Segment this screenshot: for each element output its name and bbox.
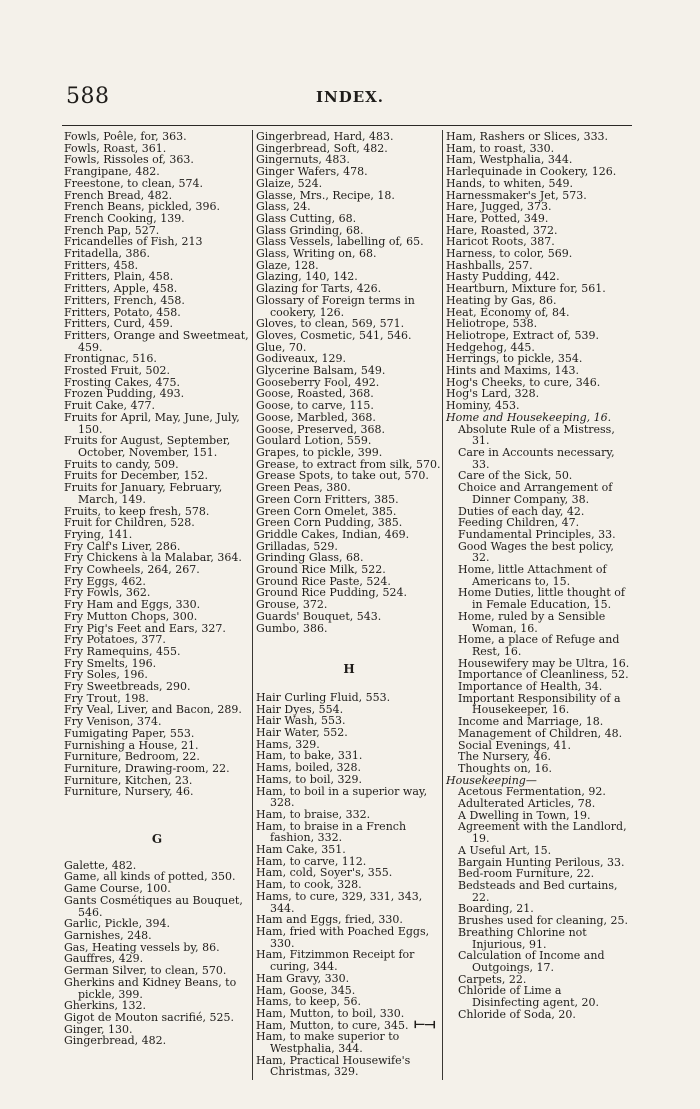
index-entry: Calculation of Income and Outgoings, 17. <box>458 949 605 974</box>
section-gap-small <box>64 846 250 860</box>
index-entry: A Useful Art, 15. <box>458 843 552 857</box>
index-entry: Grapes, to pickle, 399. <box>256 445 383 459</box>
index-entry: Ginger, 130. <box>64 1022 133 1036</box>
index-entry: Glass Vessels, labelling of, 65. <box>256 235 424 249</box>
index-entry: German Silver, to clean, 570. <box>64 964 227 978</box>
index-entry: Choice and Arrangement of Dinner Company, 38. <box>458 481 613 506</box>
index-entry: Fritters, Curd, 459. <box>64 317 173 331</box>
index-entry: Goose, to carve, 115. <box>256 399 374 413</box>
index-entry: Breathing Chlorine not Injurious, 91. <box>458 925 587 951</box>
index-entry: Ground Rice Milk, 522. <box>256 563 386 577</box>
index-entry: Fowls, Roast, 361. <box>64 141 167 155</box>
index-entry: Frozen Pudding, 493. <box>64 387 185 401</box>
index-entry: Fry Potatoes, 377. <box>64 633 166 647</box>
page-number: 588 <box>66 84 110 109</box>
index-entry: Glazing for Tarts, 426. <box>256 282 382 296</box>
index-entry: Ham and Eggs, fried, 330. <box>256 913 403 927</box>
index-entry: Freestone, to clean, 574. <box>64 176 204 190</box>
index-entry: Fry Venison, 374. <box>64 715 162 729</box>
index-entry: Godiveaux, 129. <box>256 352 347 366</box>
index-entry: Fruits for August, September, October, November, 151. <box>64 434 231 459</box>
index-entry: Glossary of Foreign terms in cookery, 126. <box>256 293 415 319</box>
index-entry: Frontignac, 516. <box>64 352 157 366</box>
index-entry: Bedsteads and Bed curtains, 22. <box>458 879 618 904</box>
index-entry: Duties of each day, 42. <box>458 504 585 518</box>
index-entry: Fritters, Orange and Sweetmeat, 459. <box>64 328 249 354</box>
index-entry: Hare, Potted, 349. <box>446 211 549 225</box>
index-entry: Hashballs, 257. <box>446 258 533 272</box>
index-column-2 <box>256 131 442 1078</box>
index-entry: Fowls, Rissoles of, 363. <box>64 153 194 167</box>
index-entry: Furniture, Kitchen, 23. <box>64 773 193 787</box>
index-entry: Gooseberry Fool, 492. <box>256 375 380 389</box>
index-entry: French Pap, 527. <box>64 223 160 237</box>
index-entry: Fundamental Principles, 33. <box>458 527 616 541</box>
index-entry: Hams, to keep, 56. <box>256 995 361 1009</box>
index-entry: French Beans, pickled, 396. <box>64 200 221 214</box>
index-entry: Ham, to bake, 331. <box>256 749 363 763</box>
index-entry: Fry Veal, Liver, and Bacon, 289. <box>64 703 242 717</box>
index-entry: Gingerbread, Hard, 483. <box>256 130 394 143</box>
index-entry: Glaze, 128. <box>256 258 319 272</box>
index-entry: Harlequinade in Cookery, 126. <box>446 165 617 179</box>
index-entry: Fry Smelts, 196. <box>64 656 157 670</box>
index-entry: Goose, Preserved, 368. <box>256 422 386 436</box>
index-entry: Fry Fowls, 362. <box>64 586 151 600</box>
index-entry: Gloves, to clean, 569, 571. <box>256 317 405 331</box>
index-entry: Fry Cowheels, 264, 267. <box>64 563 200 577</box>
index-entry: Fruits for December, 152. <box>64 469 209 483</box>
index-entry: Hams, to cure, 329, 331, 343, 344. <box>256 889 423 915</box>
index-entry: Good Wages the best policy, 32. <box>458 539 614 565</box>
index-column-1 <box>64 131 250 1047</box>
index-entry: Fry Trout, 198. <box>64 691 149 705</box>
index-entry: Ground Rice Pudding, 524. <box>256 586 408 600</box>
section-gap-small <box>256 676 442 692</box>
index-entry: Grinding Glass, 68. <box>256 551 364 565</box>
index-entry: Fry Eggs, 462. <box>64 574 146 588</box>
index-entry: Game Course, 100. <box>64 882 171 896</box>
index-entry: Fruits, to keep fresh, 578. <box>64 504 210 518</box>
index-entry: Ham, to make superior to Westphalia, 344. <box>256 1030 400 1056</box>
index-entry: Garnishes, 248. <box>64 929 152 942</box>
entries-g-continued <box>256 131 442 634</box>
index-entry: Haricot Roots, 387. <box>446 235 555 249</box>
index-entry: French Bread, 482. <box>64 188 173 202</box>
index-entry: Fry Mutton Chops, 300. <box>64 609 198 623</box>
index-entry: Acetous Fermentation, 92. <box>458 785 606 799</box>
index-entry: Glass, 24. <box>256 200 311 214</box>
index-entry: Guards' Bouquet, 543. <box>256 609 382 623</box>
index-entry: Absolute Rule of a Mistress, 31. <box>458 422 615 448</box>
index-entry: Green Peas, 380. <box>256 481 351 495</box>
index-entry: Important Responsibility of a Housekeeper, 16. <box>458 691 621 717</box>
index-entry: Agreement with the Landlord, 19. <box>458 820 627 846</box>
entries-home <box>446 424 632 775</box>
index-entry: Hams, 329. <box>256 737 320 751</box>
index-entry: Hominy, 453. <box>446 399 520 413</box>
index-entry: Home Duties, little thought of in Female Education, 15. <box>458 586 625 612</box>
index-entry: Grease Spots, to take out, 570. <box>256 469 429 483</box>
index-entry: Gants Cosmétiques au Bouquet, 546. <box>64 893 243 919</box>
index-entry: Hedgehog, 445. <box>446 340 535 354</box>
index-entry: Income and Marriage, 18. <box>458 715 604 729</box>
index-entry: Frying, 141. <box>64 527 133 541</box>
index-entry: Gas, Heating vessels by, 86. <box>64 940 220 954</box>
entries-h-continued <box>446 131 632 412</box>
index-entry: Fritters, Apple, 458. <box>64 282 178 296</box>
index-entry: Chloride of Lime a Disinfecting agent, 20. <box>458 984 599 1010</box>
index-entry: Importance of Health, 34. <box>458 680 603 694</box>
index-entry: Ham, fried with Poached Eggs, 330. <box>256 925 430 950</box>
index-entry: Social Evenings, 41. <box>458 738 572 752</box>
section-letter-h: H <box>343 662 355 677</box>
index-entry: Gingerbread, 482. <box>64 1034 167 1048</box>
index-entry: Harness, to color, 569. <box>446 247 573 261</box>
index-entry: Ham, Mutton, to boil, 330. <box>256 1006 405 1020</box>
index-entry: Green Corn Omelet, 385. <box>256 504 397 518</box>
index-entry: Gigot de Mouton sacrifié, 525. <box>64 1010 235 1024</box>
index-entry: Hog's Lard, 328. <box>446 387 540 401</box>
index-entry: Ham Gravy, 330. <box>256 971 350 985</box>
column-divider-left <box>252 130 253 1080</box>
index-column-3 <box>446 131 632 1020</box>
index-entry: Ham, to braise, 332. <box>256 807 371 821</box>
index-entry: Carpets, 22. <box>458 972 527 986</box>
index-entry: Heliotrope, 538. <box>446 317 538 331</box>
index-entry: Fry Pig's Feet and Ears, 327. <box>64 621 226 635</box>
index-entry: Glass, Writing on, 68. <box>256 247 377 261</box>
index-entry: Fritters, Potato, 458. <box>64 305 181 319</box>
index-entry: Gauffres, 429. <box>64 952 144 966</box>
section-letter-g: G <box>151 832 163 847</box>
index-entry: Herrings, to pickle, 354. <box>446 352 583 366</box>
index-entry: Fruits for April, May, June, July, 150. <box>64 410 240 436</box>
index-entry: Boarding, 21. <box>458 902 534 916</box>
index-entry: Gingerbread, Soft, 482. <box>256 141 388 155</box>
index-entry: Care in Accounts necessary, 33. <box>458 445 615 471</box>
index-entry: Furniture, Drawing-room, 22. <box>64 761 230 775</box>
index-entry: Gumbo, 386. <box>256 621 328 635</box>
index-entry: Glue, 70. <box>256 340 307 354</box>
entries-f <box>64 131 250 798</box>
index-entry: Home, a place of Refuge and Rest, 16. <box>458 633 620 658</box>
index-entry: Hair Water, 552. <box>256 726 348 740</box>
index-entry: Care of the Sick, 50. <box>458 469 573 483</box>
section-gap <box>64 798 250 834</box>
printer-margin-mark: ⟝⟞ <box>414 1017 436 1032</box>
index-entry: Fruit for Children, 528. <box>64 516 195 530</box>
index-entry: Fowls, Poêle, for, 363. <box>64 130 187 143</box>
index-entry: Griddle Cakes, Indian, 469. <box>256 527 410 541</box>
index-entry: Ham, Fitzimmon Receipt for curing, 344. <box>256 948 415 974</box>
index-entry: Fumigating Paper, 553. <box>64 726 195 740</box>
index-entry: Ham Cake, 351. <box>256 843 346 857</box>
index-entry: Gherkins, 132. <box>64 999 147 1013</box>
index-entry: Ham, to boil in a superior way, 328. <box>256 784 428 810</box>
index-entry: Fritters, French, 458. <box>64 293 185 307</box>
index-entry: Hare, Roasted, 372. <box>446 223 558 237</box>
index-entry: Fritadella, 386. <box>64 247 151 261</box>
index-entry: Management of Children, 48. <box>458 726 623 740</box>
index-entry: Ham, Westphalia, 344. <box>446 153 573 167</box>
index-entry: Green Corn Fritters, 385. <box>256 492 399 506</box>
index-entry: Ham, to cook, 328. <box>256 878 362 892</box>
index-entry: Glazing, 140, 142. <box>256 270 358 284</box>
index-entry: Fry Chickens à la Malabar, 364. <box>64 551 242 565</box>
running-head: INDEX. <box>315 88 385 106</box>
index-entry: Galette, 482. <box>64 858 137 872</box>
index-entry: Ham, to roast, 330. <box>446 141 555 155</box>
index-entry: Ham, cold, Soyer's, 355. <box>256 866 393 880</box>
index-entry: Grilladas, 529. <box>256 539 338 553</box>
index-entry: Garlic, Pickle, 394. <box>64 917 171 931</box>
index-entry: Hare, Jugged, 373. <box>446 200 552 214</box>
index-entry: Housewifery may be Ultra, 16. <box>458 656 630 670</box>
index-entry: Fritters, Plain, 458. <box>64 270 174 284</box>
index-entry: Glaize, 524. <box>256 176 323 190</box>
index-entry: Gloves, Cosmetic, 541, 546. <box>256 328 412 342</box>
index-entry: Ham, Goose, 345. <box>256 983 356 997</box>
index-entry: Home, ruled by a Sensible Woman, 16. <box>458 609 606 635</box>
index-entry: Goulard Lotion, 559. <box>256 434 372 448</box>
entries-g <box>64 860 250 1047</box>
index-entry: Hams, boiled, 328. <box>256 761 361 775</box>
index-entry: Fry Soles, 196. <box>64 668 148 682</box>
index-entry: Heartburn, Mixture for, 561. <box>446 282 606 296</box>
index-entry: Fry Calf's Liver, 286. <box>64 539 181 553</box>
index-entry: Furniture, Nursery, 46. <box>64 785 194 799</box>
index-entry: Grouse, 372. <box>256 598 328 612</box>
index-entry: Ginger Wafers, 478. <box>256 165 368 179</box>
index-entry: Feeding Children, 47. <box>458 516 580 530</box>
index-entry: Frosting Cakes, 475. <box>64 375 180 389</box>
heading-housekeeping: Housekeeping— <box>446 773 537 787</box>
index-entry: Game, all kinds of potted, 350. <box>64 870 236 884</box>
index-entry: Hams, to boil, 329. <box>256 772 362 786</box>
index-entry: Frosted Fruit, 502. <box>64 364 171 378</box>
index-entry: Fruit Cake, 477. <box>64 399 156 413</box>
index-entry: Hair Dyes, 554. <box>256 702 344 716</box>
header-rule <box>62 125 632 126</box>
index-entry: Frangipane, 482. <box>64 165 160 179</box>
index-entry: Heating by Gas, 86. <box>446 293 557 307</box>
index-entry: French Cooking, 139. <box>64 211 185 225</box>
index-entry: Green Corn Pudding, 385. <box>256 516 403 530</box>
index-entry: Home, little Attachment of Americans to, 15. <box>458 563 607 588</box>
index-entry: Hints and Maxims, 143. <box>446 364 580 378</box>
index-entry: Fruits to candy, 509. <box>64 457 179 471</box>
index-entry: Adulterated Articles, 78. <box>458 797 596 811</box>
index-entry: Fry Ham and Eggs, 330. <box>64 598 201 612</box>
heading-home-and-housekeeping: Home and Housekeeping, 16. <box>446 410 612 424</box>
index-entry: Glasse, Mrs., Recipe, 18. <box>256 188 395 202</box>
index-entry: Fruits for January, February, March, 149. <box>64 481 223 506</box>
index-entry: The Nursery, 46. <box>458 750 552 764</box>
index-entry: Gingernuts, 483. <box>256 153 350 167</box>
index-entry: Chloride of Soda, 20. <box>458 1007 576 1021</box>
index-entry: Ground Rice Paste, 524. <box>256 574 391 588</box>
index-entry: Ham, Mutton, to cure, 345. <box>256 1018 409 1032</box>
entries-housekeeping <box>446 786 632 1020</box>
index-entry: Glycerine Balsam, 549. <box>256 364 386 378</box>
column-divider-right <box>442 130 443 1080</box>
index-entry: Hands, to whiten, 549. <box>446 176 573 190</box>
index-entry: Goose, Marbled, 368. <box>256 410 376 424</box>
index-entry: Hair Curling Fluid, 553. <box>256 690 391 704</box>
index-entry: Ham, Practical Housewife's Christmas, 329. <box>256 1053 411 1079</box>
index-entry: Heliotrope, Extract of, 539. <box>446 328 599 342</box>
index-entry: Brushes used for cleaning, 25. <box>458 914 628 928</box>
index-entry: Fry Ramequins, 455. <box>64 644 181 658</box>
index-entry: A Dwelling in Town, 19. <box>458 808 591 822</box>
index-entry: Ham, to carve, 112. <box>256 854 367 868</box>
index-entry: Grease, to extract from silk, 570. <box>256 457 441 471</box>
index-entry: Bargain Hunting Perilous, 33. <box>458 855 625 869</box>
index-entry: Hasty Pudding, 442. <box>446 270 560 284</box>
index-entry: Ham, to braise in a French fashion, 332. <box>256 819 407 845</box>
index-entry: Importance of Cleanliness, 52. <box>458 668 629 682</box>
index-entry: Glass Grinding, 68. <box>256 223 364 237</box>
index-entry: Thoughts on, 16. <box>458 761 553 775</box>
index-entry: Gherkins and Kidney Beans, to pickle, 399. <box>64 975 237 1001</box>
index-entry: Glass Cutting, 68. <box>256 211 357 225</box>
index-entry: Harnessmaker's Jet, 573. <box>446 188 587 202</box>
index-entry: Goose, Roasted, 368. <box>256 387 374 401</box>
index-entry: Furnishing a House, 21. <box>64 738 199 752</box>
index-entry: Furniture, Bedroom, 22. <box>64 750 200 764</box>
index-entry: Hog's Cheeks, to cure, 346. <box>446 375 601 389</box>
index-entry: Fricandelles of Fish, 213 <box>64 235 203 249</box>
index-entry: Bed-room Furniture, 22. <box>458 867 595 881</box>
index-entry: Fry Sweetbreads, 290. <box>64 680 191 694</box>
index-entry: Heat, Economy of, 84. <box>446 305 570 319</box>
index-entry: Ham, Rashers or Slices, 333. <box>446 130 609 143</box>
index-entry: Fritters, 458. <box>64 258 139 272</box>
section-gap <box>256 634 442 664</box>
index-entry: Hair Wash, 553. <box>256 714 346 728</box>
